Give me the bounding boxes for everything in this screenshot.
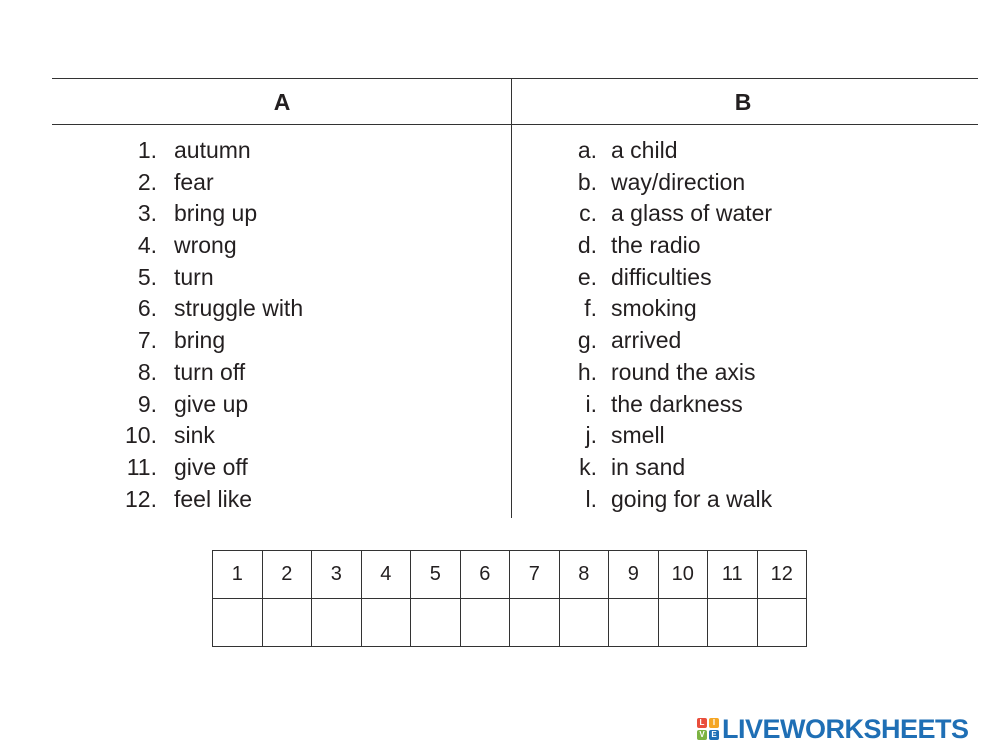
column-b-item xyxy=(557,167,772,199)
column-a-item-text: struggle with xyxy=(174,295,304,322)
column-b-item-text: smell xyxy=(611,422,665,449)
column-b-item xyxy=(557,357,772,389)
column-a-item-text: feel like xyxy=(174,485,252,512)
answer-grid-answer-cell[interactable] xyxy=(708,599,758,647)
column-b-item xyxy=(557,452,772,484)
column-b-item-marker: j. xyxy=(585,422,597,449)
column-b-item-text: the radio xyxy=(611,232,701,259)
answer-grid-answer-cell[interactable] xyxy=(262,599,312,647)
column-b-item-text: a glass of water xyxy=(611,200,773,227)
answer-grid xyxy=(212,550,807,647)
column-a-item-marker: 10. xyxy=(125,422,157,449)
column-b-item-text: a child xyxy=(611,137,678,163)
column-a-item-marker: 2. xyxy=(137,168,157,195)
column-a-item-text: fear xyxy=(174,168,214,195)
column-a-item-text: wrong xyxy=(174,232,237,259)
column-a-item-text: bring xyxy=(174,327,226,354)
column-b-item-text: difficulties xyxy=(611,263,712,290)
answer-grid-number-cell: 2 xyxy=(262,551,312,599)
column-b-item-marker: b. xyxy=(577,168,597,195)
column-b-header: B xyxy=(734,89,752,115)
logo-mark-tile: V xyxy=(697,730,707,740)
answer-grid-number-cell: 6 xyxy=(460,551,510,599)
column-a-item xyxy=(107,262,303,294)
column-b-item-marker: c. xyxy=(579,200,597,227)
answer-grid-answer-cell[interactable] xyxy=(510,599,560,647)
column-a-item-marker: 9. xyxy=(137,390,157,417)
answer-grid-answer-cell[interactable] xyxy=(312,599,362,647)
answer-grid-number-cell: 12 xyxy=(757,551,807,599)
column-a-list xyxy=(107,135,303,515)
column-a-item-marker: 8. xyxy=(137,358,157,385)
column-a-item-text: autumn xyxy=(174,137,251,163)
column-a-item-text: give off xyxy=(174,453,248,480)
answer-grid-answer-cell[interactable] xyxy=(361,599,411,647)
column-b-item xyxy=(557,135,772,167)
answer-grid-number-cell: 8 xyxy=(559,551,609,599)
column-b-item xyxy=(557,484,772,516)
column-b-item-marker: f. xyxy=(584,295,597,322)
answer-grid-number-cell: 7 xyxy=(510,551,560,599)
column-b-item-text: round the axis xyxy=(611,358,756,385)
column-b-item-marker: l. xyxy=(585,485,597,512)
column-a-item-marker: 4. xyxy=(137,232,157,259)
column-b-item xyxy=(557,262,772,294)
column-a-item-text: turn xyxy=(174,263,214,290)
header-rule xyxy=(52,124,978,125)
column-b-item xyxy=(557,293,772,325)
answer-grid-number-cell: 9 xyxy=(609,551,659,599)
answer-grid-number-cell: 4 xyxy=(361,551,411,599)
column-a-item-marker: 12. xyxy=(125,485,157,512)
column-b-item-marker: g. xyxy=(577,327,597,354)
logo-mark-tile: E xyxy=(709,730,719,740)
column-b-item-text: way/direction xyxy=(611,168,746,195)
column-b-item-text: smoking xyxy=(611,295,697,322)
answer-grid-number-row xyxy=(213,551,807,599)
column-a-item xyxy=(107,325,303,357)
column-a-item xyxy=(107,357,303,389)
liveworksheets-logo xyxy=(697,712,969,746)
answer-grid-answer-cell[interactable] xyxy=(609,599,659,647)
column-divider xyxy=(511,78,512,518)
column-a-item xyxy=(107,420,303,452)
column-a-item-marker: 1. xyxy=(137,137,157,163)
column-b-item xyxy=(557,325,772,357)
answer-grid-answer-cell[interactable] xyxy=(213,599,263,647)
column-a-item-marker: 5. xyxy=(137,263,157,290)
answer-grid-answer-cell[interactable] xyxy=(658,599,708,647)
answer-grid-answer-cell[interactable] xyxy=(411,599,461,647)
column-a-item xyxy=(107,389,303,421)
column-b-item xyxy=(557,230,772,262)
column-b-item-marker: a. xyxy=(577,137,597,163)
column-a-item-text: turn off xyxy=(174,358,246,385)
column-b-item xyxy=(557,389,772,421)
column-a-item xyxy=(107,135,303,167)
column-a-item xyxy=(107,230,303,262)
logo-text: LIVEWORKSHEETS xyxy=(722,713,969,744)
column-b-item xyxy=(557,198,772,230)
answer-grid-number-cell: 10 xyxy=(658,551,708,599)
answer-grid-answer-cell[interactable] xyxy=(460,599,510,647)
answer-grid-number-cell: 11 xyxy=(708,551,758,599)
answer-grid-answer-cell[interactable] xyxy=(757,599,807,647)
column-a-item-text: bring up xyxy=(174,200,258,227)
column-a-item-marker: 6. xyxy=(137,295,157,322)
column-b-item-text: in sand xyxy=(611,453,686,480)
column-a-item xyxy=(107,167,303,199)
logo-mark-tile: I xyxy=(709,718,719,728)
column-a-header: A xyxy=(273,89,291,115)
top-rule xyxy=(52,78,978,79)
column-a-item-text: give up xyxy=(174,390,249,417)
answer-grid-answer-cell[interactable] xyxy=(559,599,609,647)
column-a-item xyxy=(107,484,303,516)
column-b-item-text: the darkness xyxy=(611,390,743,417)
column-b-item-marker: d. xyxy=(577,232,597,259)
column-a-item-marker: 7. xyxy=(137,327,157,354)
matching-table xyxy=(52,78,978,518)
column-b-item-text: going for a walk xyxy=(611,485,773,512)
answer-grid-answer-row xyxy=(213,599,807,647)
answer-grid-number-cell: 1 xyxy=(213,551,263,599)
logo-mark-tile: L xyxy=(697,718,707,728)
column-a-item xyxy=(107,198,303,230)
column-b-item-marker: i. xyxy=(585,390,597,417)
column-b-item-marker: k. xyxy=(579,453,597,480)
column-b-item-marker: e. xyxy=(577,263,597,290)
answer-grid-number-cell: 3 xyxy=(312,551,362,599)
column-a-item xyxy=(107,452,303,484)
column-b-item xyxy=(557,420,772,452)
column-a-item-text: sink xyxy=(174,422,215,449)
logo-mark-icon xyxy=(697,718,719,740)
answer-grid-number-cell: 5 xyxy=(411,551,461,599)
column-b-item-text: arrived xyxy=(611,327,682,354)
column-a-item-marker: 3. xyxy=(137,200,157,227)
column-a-item-marker: 11. xyxy=(126,453,157,480)
column-a-item xyxy=(107,293,303,325)
column-b-item-marker: h. xyxy=(577,358,597,385)
column-b-list xyxy=(557,135,772,515)
